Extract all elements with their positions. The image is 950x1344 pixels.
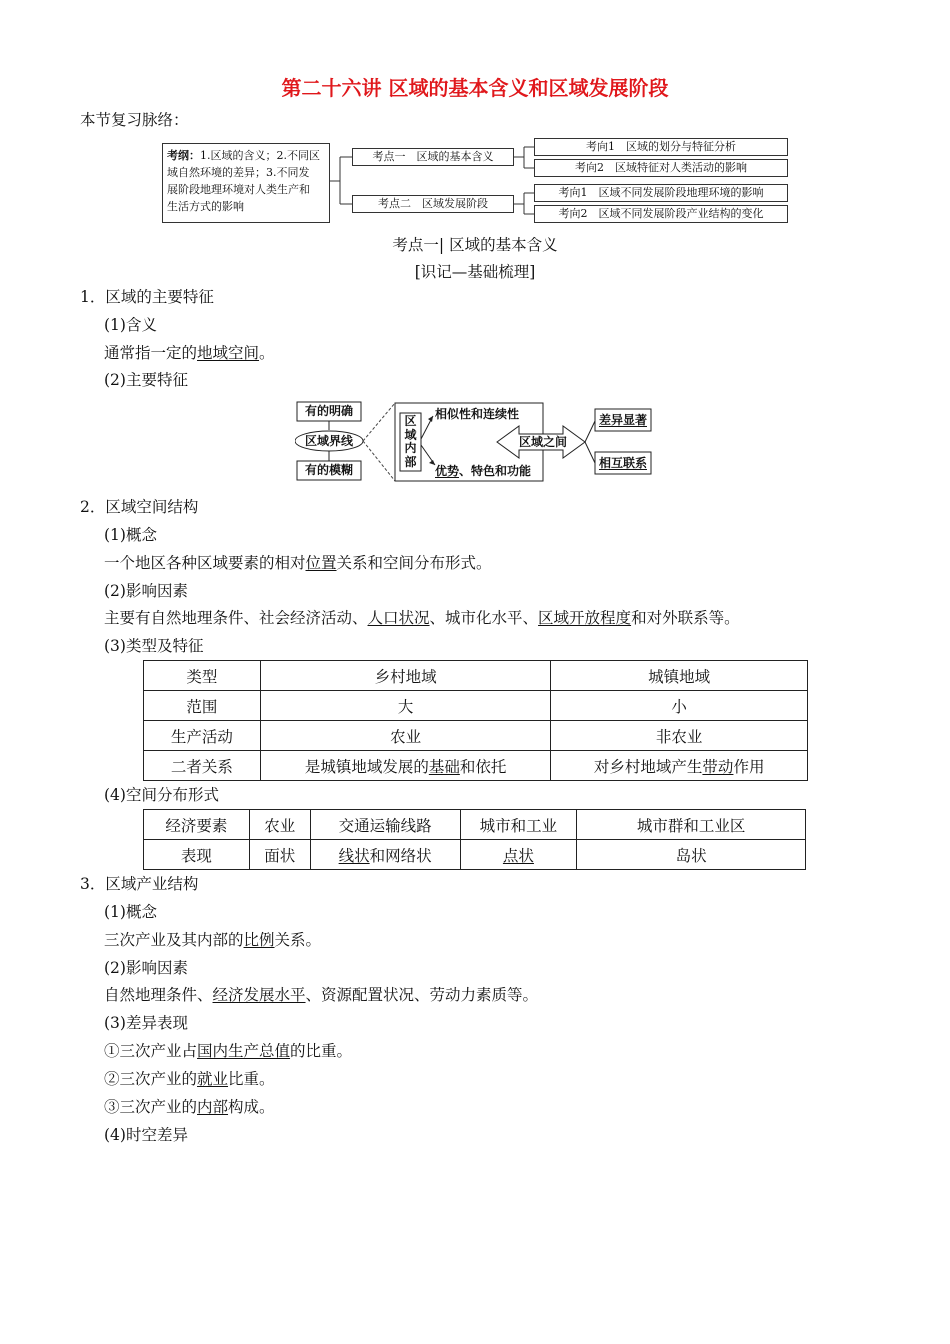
table-cell xyxy=(260,751,551,781)
s3-p3: (3)差异表现 xyxy=(104,1014,188,1032)
section-heading: 考点一| 区域的基本含义 xyxy=(392,236,558,254)
table-cell: 农业 xyxy=(260,721,551,751)
table-cell: 类型 xyxy=(144,661,261,691)
syllabus-line: 域自然环境的差异；3.不同发 xyxy=(167,166,310,179)
table-cell: 农业 xyxy=(249,810,310,840)
text: 、特色和功能 xyxy=(459,464,532,478)
outline-diagram xyxy=(162,137,790,225)
features-diagram xyxy=(295,399,655,485)
blank-answer: 线状 xyxy=(338,846,370,865)
table-row xyxy=(144,810,806,840)
blank-answer: 地域空间 xyxy=(197,344,260,362)
distribution-table xyxy=(143,809,806,870)
blank-answer: 带动 xyxy=(702,757,734,776)
s1-definition xyxy=(104,341,275,363)
text: 的比重。 xyxy=(290,1042,353,1060)
text: 通常指一定的 xyxy=(104,344,198,362)
table-row xyxy=(144,661,808,691)
s2-p1: (1)概念 xyxy=(104,526,157,544)
table-cell: 生产活动 xyxy=(144,721,261,751)
table-row xyxy=(144,751,808,781)
table-cell: 城镇地域 xyxy=(551,661,808,691)
text: 对乡村地域产生 xyxy=(593,757,703,776)
s3-item1 xyxy=(104,1039,352,1061)
table-cell: 非农业 xyxy=(551,721,808,751)
table-cell: 表现 xyxy=(144,840,250,870)
table-cell: 范围 xyxy=(144,691,261,721)
section-subheading: [识记—基础梳理] xyxy=(414,263,536,281)
blank-answer: 经济发展水平 xyxy=(212,986,306,1004)
s2-concept xyxy=(104,551,492,573)
s3-heading: 3．区域产业结构 xyxy=(80,875,199,893)
table-cell xyxy=(310,840,460,870)
s3-p2: (2)影响因素 xyxy=(104,959,188,977)
table-cell: 交通运输线路 xyxy=(310,810,460,840)
text: 自然地理条件、 xyxy=(104,986,213,1004)
blank-answer: 内部 xyxy=(197,1098,229,1116)
region-inner: 区域内部 xyxy=(404,414,417,469)
text: 主要有自然地理条件、社会经济活动、 xyxy=(104,609,368,627)
blank-answer: 差异显著 xyxy=(598,413,647,427)
s3-factors xyxy=(104,983,538,1005)
boundary-clear: 有的明确 xyxy=(304,404,353,418)
syllabus-prefix: 考纲： xyxy=(167,149,200,162)
text: 关系和空间分布形式。 xyxy=(336,554,492,572)
s3-p1: (1)概念 xyxy=(104,903,157,921)
type-table xyxy=(143,660,808,781)
boundary-fuzzy: 有的模糊 xyxy=(304,463,353,477)
s3-p4: (4)时空差异 xyxy=(104,1126,188,1144)
s3-concept xyxy=(104,928,321,950)
table-cell xyxy=(551,751,808,781)
significant-difference xyxy=(595,409,651,431)
between-regions: 区域之间 xyxy=(519,435,568,449)
table-cell: 二者关系 xyxy=(144,751,261,781)
text: 、城市化水平、 xyxy=(429,609,539,627)
s3-item3 xyxy=(104,1095,275,1117)
blank-answer: 相互联系 xyxy=(598,456,647,470)
blank-answer: 优势 xyxy=(435,464,460,478)
table-cell: 小 xyxy=(551,691,808,721)
blank-answer: 区域开放程度 xyxy=(538,609,632,627)
similarity-label: 相似性和连续性 xyxy=(435,407,520,421)
region-boundary: 区域界线 xyxy=(304,434,353,448)
table-cell: 面状 xyxy=(249,840,310,870)
blank-answer: 点状 xyxy=(502,846,534,865)
text: 关系。 xyxy=(274,931,322,949)
text: 作用 xyxy=(733,757,765,776)
s2-heading: 2．区域空间结构 xyxy=(80,498,199,516)
direction1-box: 考向1 区域的划分与特征分析 xyxy=(534,138,788,156)
text: ②三次产业的 xyxy=(104,1070,198,1088)
table-row xyxy=(144,691,808,721)
direction3-box: 考向1 区域不同发展阶段地理环境的影响 xyxy=(534,184,788,202)
blank-answer: 国内生产总值 xyxy=(197,1042,291,1060)
table-row xyxy=(144,840,806,870)
mutual-connection xyxy=(595,452,651,474)
text: 和依托 xyxy=(459,757,507,776)
table-cell: 岛状 xyxy=(577,840,806,870)
text: 和对外联系等。 xyxy=(631,609,740,627)
table-cell: 城市群和工业区 xyxy=(577,810,806,840)
syllabus-line: 展阶段地理环境对人类生产和 xyxy=(167,183,310,196)
direction2-box: 考向2 区域特征对人类活动的影响 xyxy=(534,159,788,177)
advantage-label xyxy=(435,462,531,479)
syllabus-box xyxy=(162,143,330,223)
s1-heading: 1．区域的主要特征 xyxy=(80,288,214,306)
text: 比重。 xyxy=(228,1070,275,1088)
text: ③三次产业的 xyxy=(104,1098,198,1116)
s2-p2: (2)影响因素 xyxy=(104,582,188,600)
blank-answer: 基础 xyxy=(428,757,460,776)
s1-p2: (2)主要特征 xyxy=(104,371,188,389)
text: 、资源配置状况、劳动力素质等。 xyxy=(305,986,539,1004)
table-cell xyxy=(460,840,577,870)
text: 构成。 xyxy=(228,1098,275,1116)
text: 一个地区各种区域要素的相对 xyxy=(104,554,306,572)
text: ①三次产业占 xyxy=(104,1042,198,1060)
blank-answer: 位置 xyxy=(305,554,337,572)
text: 和网络状 xyxy=(369,846,432,865)
table-cell: 经济要素 xyxy=(144,810,250,840)
s3-item2 xyxy=(104,1067,275,1089)
s2-p4: (4)空间分布形式 xyxy=(104,786,219,804)
point2-box: 考点二 区域发展阶段 xyxy=(352,195,514,213)
table-row xyxy=(144,721,808,751)
blank-answer: 比例 xyxy=(243,931,275,949)
text: 。 xyxy=(259,344,275,362)
text: 三次产业及其内部的 xyxy=(104,931,244,949)
syllabus-line: 1.区域的含义；2.不同区 xyxy=(200,149,320,162)
text: 是城镇地域发展的 xyxy=(304,757,429,776)
s1-p1: (1)含义 xyxy=(104,316,157,334)
s2-p3: (3)类型及特征 xyxy=(104,637,204,655)
point1-box: 考点一 区域的基本含义 xyxy=(352,148,514,166)
table-cell: 城市和工业 xyxy=(460,810,577,840)
blank-answer: 人口状况 xyxy=(367,609,430,627)
review-label: 本节复习脉络： xyxy=(80,111,189,129)
syllabus-line: 生活方式的影响 xyxy=(167,200,244,213)
table-cell: 乡村地域 xyxy=(260,661,551,691)
s2-factors xyxy=(104,606,740,628)
direction4-box: 考向2 区域不同发展阶段产业结构的变化 xyxy=(534,205,788,223)
table-cell: 大 xyxy=(260,691,551,721)
blank-answer: 就业 xyxy=(197,1070,229,1088)
page-title: 第二十六讲 区域的基本含义和区域发展阶段 xyxy=(281,76,669,100)
